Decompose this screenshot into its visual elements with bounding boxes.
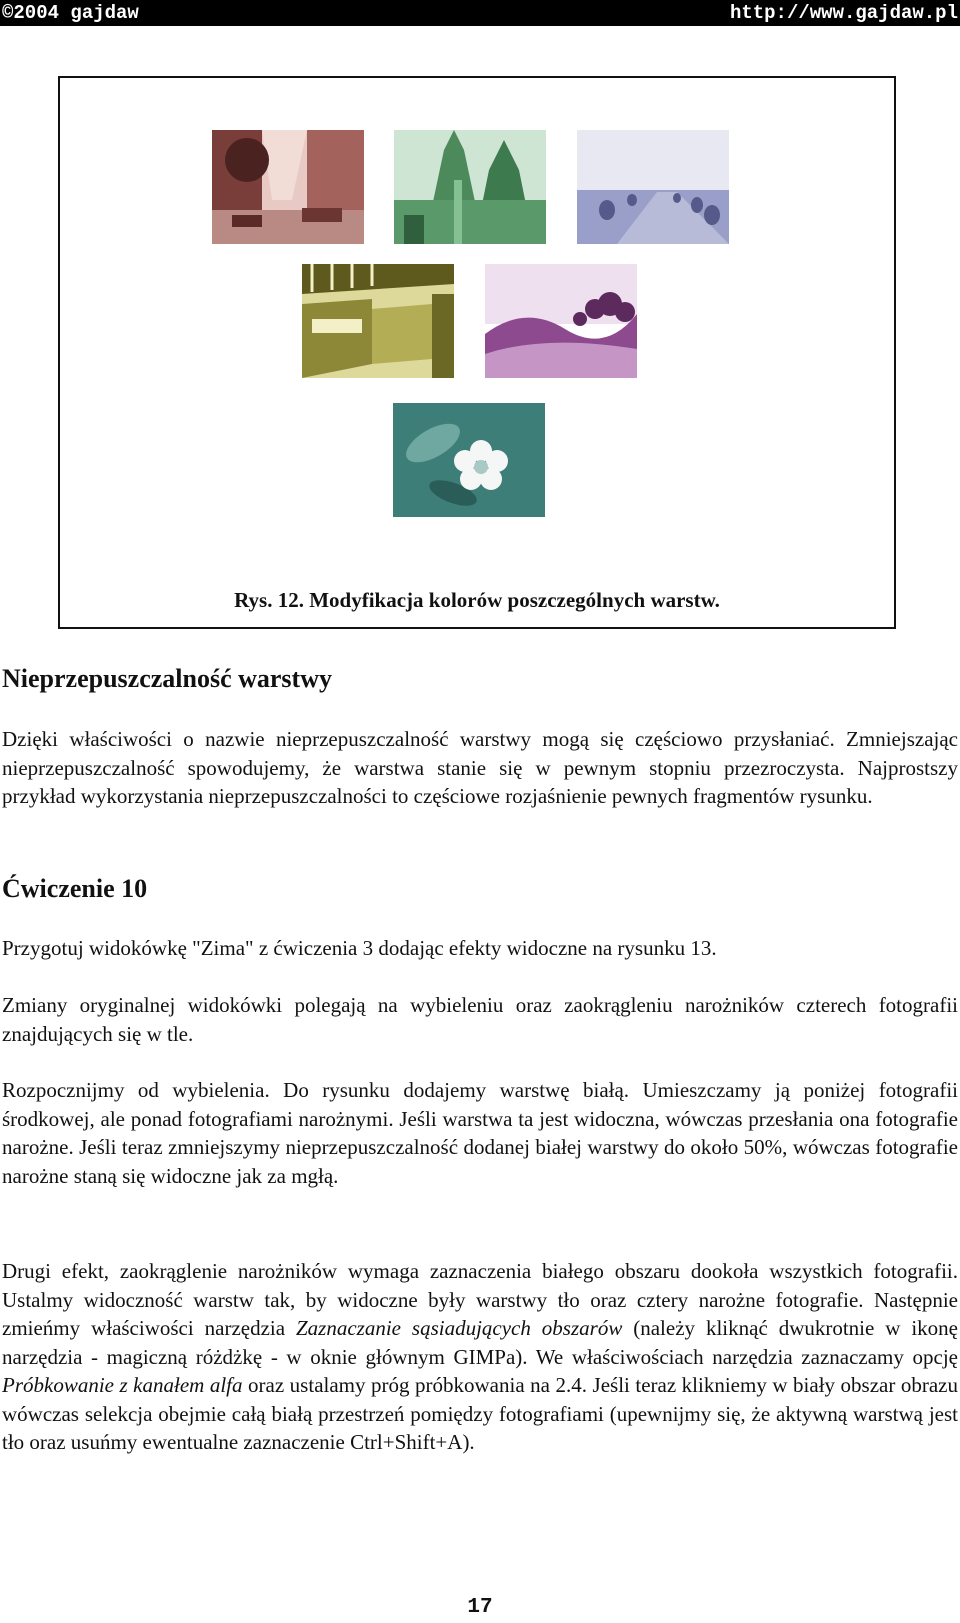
section-heading: Nieprzepuszczalność warstwy [2,664,332,693]
copyright-text: ©2004 gajdaw [2,2,139,24]
hills-photo [485,264,637,378]
paragraph-text: (należy kliknąć dwukrotnie w ikonę narzędzia - magiczną różdżkę - w oknie głównym GIMPa). We właściwościach narzędzia zaznaczamy opcję [2,1316,958,1369]
page-header [0,0,960,26]
exercise-paragraph-1: Przygotuj widokówkę "Zima" z ćwiczenia 3 dodając efekty widoczne na rysunku 13. [2,936,717,960]
section-paragraph: Dzięki właściwości o nazwie nieprzepuszczalność warstwy mogą się częściowo przysłaniać. Zmniejszając nieprzepuszczalność spowodujemy, że warstwa stanie się w pewnym stopniu przezroczysta. Najprostszy przykład wykorzystania nieprzepuszczalności to częściowe rozjaśnienie pewnych fragmentów rysunku. [2,727,958,808]
tool-name-italic: Zaznaczanie sąsiadujących obszarów [295,1316,623,1340]
option-name-italic: Próbkowanie z kanałem alfa [2,1373,243,1397]
page-number: 17 [467,1596,493,1619]
website-url: http://www.gajdaw.pl [729,2,958,24]
flower-photo [393,403,545,517]
cathedral-photo [394,130,546,244]
paragraph-text: oraz ustalamy próg próbkowania na 2.4. Jeśli teraz klikniemy w biały obszar obrazu wówczas selekcja obejmie całą białą przestrzeń pomiędzy fotografiami (upewnijmy się, że aktywną warstwą jest tło oraz usuńmy ewentualne zaznaczenie Ctrl+Shift+A). [2,1373,958,1454]
exercise-paragraph-4 [2,1257,958,1457]
exercise-paragraph-2: Zmiany oryginalnej widokówki polegają na wybieleniu oraz zaokrągleniu narożników czterech fotografii znajdujących się w tle. [2,993,958,1046]
exercise-paragraph-3: Rozpocznijmy od wybielenia. Do rysunku dodajemy warstwę białą. Umieszczamy ją poniżej fotografii środkowej, ale ponad fotografiami narożnymi. Jeśli warstwa ta jest widoczna, wówczas przesłania ona fotografie narożne. Jeśli teraz zmniejszymy nieprzepuszczalność dodanej białej warstwy do około 50%, wówczas fotografie narożne staną się widoczne jak za mgłą. [2,1078,958,1188]
train-station-photo [302,264,454,378]
paragraph-text: Drugi efekt, zaokrąglenie narożników wymaga zaznaczenia białego obszaru dookoła wszystkich fotografii. Ustalmy widoczność warstw tak, by widoczne były warstwy tło oraz cztery narożne fotografie. Następnie zmieńmy właściwości narzędzia [2,1259,958,1340]
exercise-heading: Ćwiczenie 10 [2,874,148,903]
figure-frame [58,76,896,629]
figure-caption: Rys. 12. Modyfikacja kolorów poszczególnych warstw. [234,588,720,612]
street-photo [212,130,364,244]
field-haystacks-photo [577,130,729,244]
